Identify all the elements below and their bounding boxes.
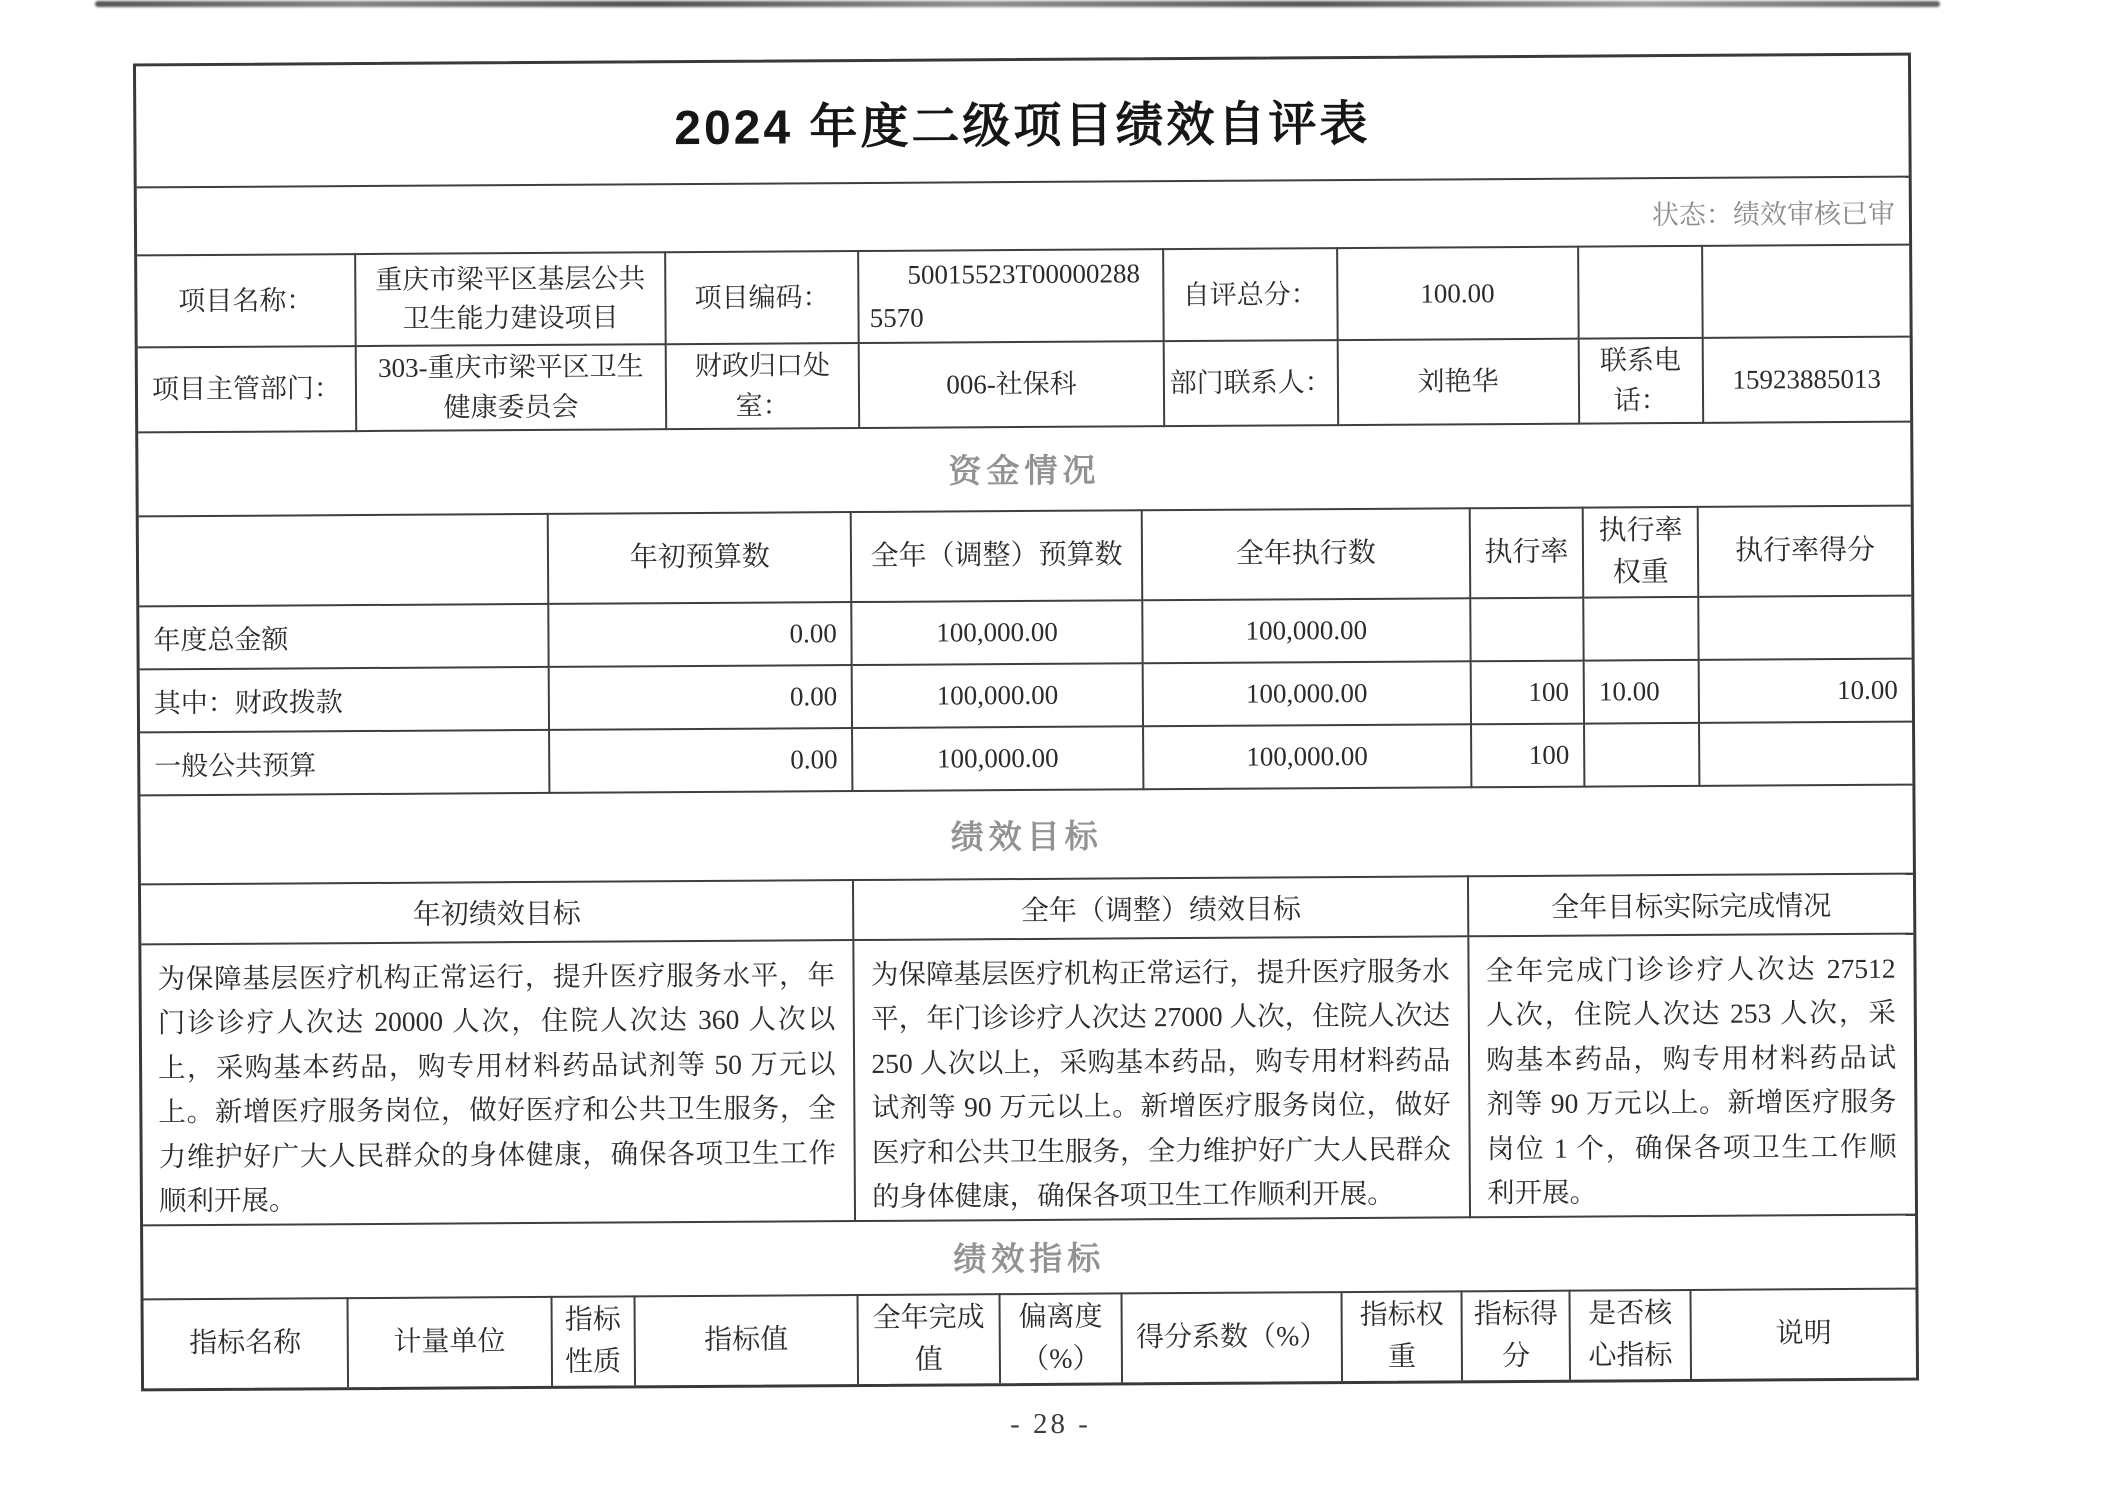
funding-initial-value: 0.00 [549,665,852,730]
indicator-header-score-coef: 得分系数（%） [1122,1292,1342,1382]
contact-label: 部门联系人： [1164,340,1338,425]
dept-value: 303-重庆市梁平区卫生健康委员会 [356,345,667,431]
project-name-value: 重庆市梁平区基层公共卫生能力建设项目 [355,252,666,346]
indicator-header-target: 指标值 [634,1295,858,1385]
goals-content-row [141,933,1915,1225]
evaluation-form [133,53,1919,1392]
funding-adjusted-value: 100,000.00 [852,726,1143,791]
funding-header-rate-score: 执行率得分 [1698,505,1911,596]
project-code-label: 项目编码： [665,251,859,345]
funding-adjusted-value: 100,000.00 [852,600,1143,665]
funding-header-row [139,505,1912,606]
funding-executed-value: 100,000.00 [1143,724,1471,789]
dept-label: 项目主管部门： [138,346,356,432]
goals-header-initial: 年初绩效目标 [141,880,854,944]
funding-rate-value: 100 [1470,660,1584,724]
funding-rate-weight-value: 10.00 [1584,660,1700,724]
funding-rate-score-value [1699,721,1912,785]
project-info-table [137,244,1910,433]
funding-header-blank [139,514,549,606]
funding-adjusted-value: 100,000.00 [852,663,1143,728]
goal-initial-text: 为保障基层医疗机构正常运行，提升医疗服务水平，年门诊诊疗人次达 20000 人次，住院人次达 360 人次以上，采购基本药品，购专用材料药品试剂等 50 万元以上。新增医疗服务岗位，做好医疗和公共卫生服务，全力维护好广大人民群众的身体健康，确保各项卫生工作顺利开展。 [141,940,855,1226]
funding-table [139,504,1913,796]
funding-initial-value: 0.00 [549,728,852,793]
page-title: 2024 年度二级项目绩效自评表 [674,97,1371,155]
goals-table [141,872,1915,1226]
funding-header-rate: 执行率 [1469,507,1583,598]
funding-rate-weight-value [1584,723,1700,787]
funding-header-initial: 年初预算数 [548,512,852,604]
empty-cell [1578,246,1703,339]
funding-section-title: 资金情况 [948,451,1101,490]
indicator-header-score: 指标得分 [1462,1291,1571,1381]
funding-row-total [139,595,1911,669]
goals-header-actual: 全年目标实际完成情况 [1468,873,1913,936]
self-score-value: 100.00 [1337,247,1579,341]
funding-row-fiscal [140,658,1912,732]
contact-value: 刘艳华 [1337,339,1578,425]
funding-executed-value: 100,000.00 [1142,598,1470,663]
funding-header-adjusted: 全年（调整）预算数 [851,510,1142,602]
funding-initial-value: 0.00 [549,602,852,667]
funding-row-name: 一般公共预算 [140,730,550,795]
finance-office-label: 财政归口处室： [666,343,860,428]
indicators-table [144,1288,1917,1389]
status-text: 状态：绩效审核已审 [1651,198,1895,230]
indicator-header-core: 是否核心指标 [1570,1290,1691,1380]
indicator-header-completed: 全年完成值 [858,1294,1000,1384]
indicator-header-weight: 指标权重 [1341,1291,1462,1381]
phone-value: 15923885013 [1702,337,1910,423]
funding-executed-value: 100,000.00 [1143,661,1471,726]
goal-actual-text: 全年完成门诊诊疗人次达 27512 人次，住院人次达 253 人次，采购基本药品，购专用材料药品试剂等 90 万元以上。新增医疗服务岗位 1 个，确保各项卫生工作顺利开展。 [1469,933,1915,1217]
funding-rate-score-value [1699,595,1912,659]
goals-section-title: 绩效目标 [950,817,1103,856]
funding-rate-weight-value [1583,597,1699,661]
finance-office-value: 006-社保科 [859,342,1164,428]
info-row-2 [138,337,1910,432]
goal-adjusted-text: 为保障基层医疗机构正常运行，提升医疗服务水平，年门诊诊疗人次达 27000 人次，住院人次达 250 人次以上，采购基本药品，购专用材料药品试剂等 90 万元以上。新增医疗服务岗位，做好医疗和公共卫生服务，全力维护好广大人民群众的身体健康，确保各项卫生工作顺利开展。 [854,936,1471,1221]
goals-header-adjusted: 全年（调整）绩效目标 [853,876,1468,940]
goals-header-row [141,873,1913,944]
self-score-label: 自评总分： [1163,248,1337,341]
funding-rate-value: 100 [1471,723,1585,787]
indicator-header-deviation: 偏离度（%） [999,1293,1122,1383]
status-row [137,178,1909,255]
funding-row-name: 年度总金额 [139,604,549,669]
funding-header-rate-weight: 执行率权重 [1583,507,1699,598]
page-number: - 28 - [1010,1408,1091,1440]
funding-rate-value [1470,597,1584,661]
scan-artifact [95,1,1940,7]
info-row-1 [137,245,1910,348]
indicator-header-unit: 计量单位 [347,1297,551,1387]
funding-rate-score-value: 10.00 [1699,658,1912,722]
funding-row-name: 其中：财政拨款 [140,667,550,732]
empty-cell [1702,245,1910,339]
funding-header-executed: 全年执行数 [1142,508,1470,600]
project-code-value: 50015523T000002885570 [858,249,1163,343]
project-name-label: 项目名称： [137,254,356,348]
funding-row-public-budget [140,721,1912,795]
indicator-header-name: 指标名称 [144,1298,348,1388]
title-row [136,56,1909,189]
phone-label: 联系电话： [1578,338,1703,423]
indicators-section-title: 绩效指标 [953,1239,1106,1278]
indicator-header-note: 说明 [1690,1289,1916,1379]
indicator-header-nature: 指标性质 [551,1296,635,1386]
indicators-header-row [144,1289,1917,1389]
